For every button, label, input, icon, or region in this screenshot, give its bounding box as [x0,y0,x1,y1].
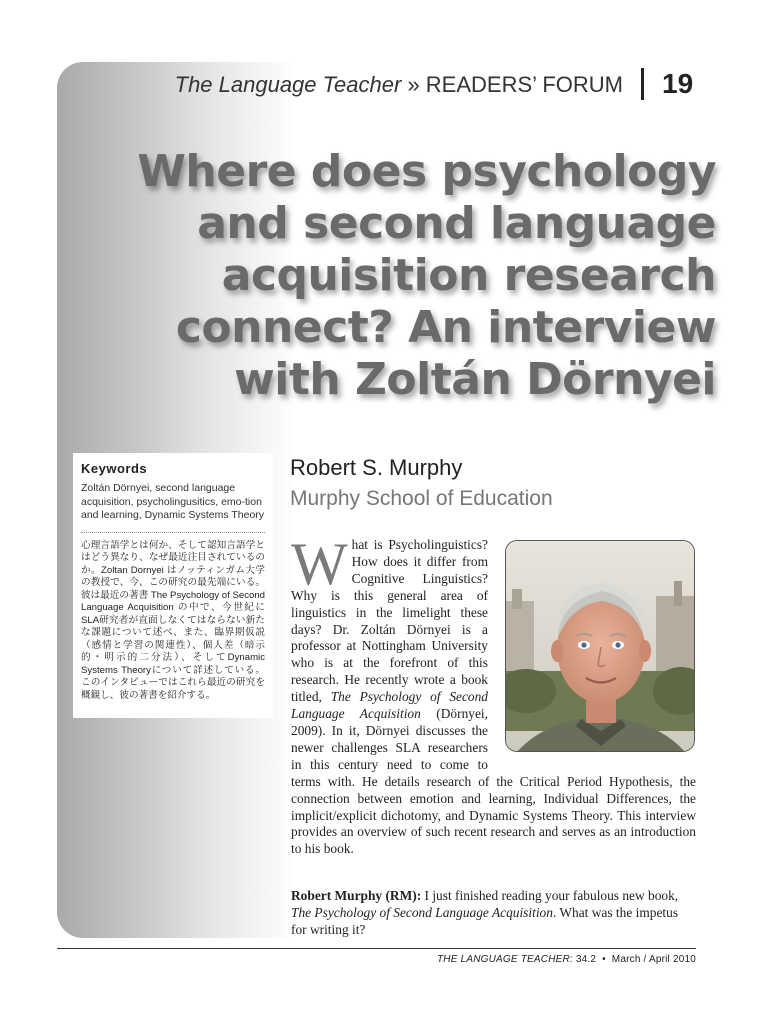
question-text-a: I just finished reading your fabulous new book, [421,888,679,903]
section-name: READERS’ FORUM [425,72,623,97]
book-title: The Psychology of Second Language Acquisition [291,689,489,722]
keywords-divider [81,532,265,533]
header-separator: » [401,72,426,97]
page-number: 19 [662,68,694,99]
author-block [290,455,553,511]
article-title: Where does psychology and second language acquisition research connect? An interview with Zoltán Dörnyei [137,146,716,405]
intro-text-b: (Dörnyei, 2009). In it, Dörnyei discusses the newer challenges SLA researchers in this century need to come to terms with. He details research of the Critical Period Hypothesis, the connection between emotion and learning, Individual Differences, the implicit/explicit dichotomy, and Dynamic Systems Theory. This interview provides an overview of such recent research and serves as an introduction to his book. [291,706,696,857]
footer-date: March / April 2010 [611,954,696,965]
keywords-heading: Keywords [81,461,148,476]
publication-name: The Language Teacher [174,72,402,97]
footer-bullet: • [602,954,606,965]
keywords-list: Zoltán Dörnyei, second language acquisition, psycholingusitics, emo-tion and learning, Dynamic Systems Theory [81,482,265,521]
interview-question [291,887,696,938]
question-book-title: The Psychology of Second Language Acquisition [291,905,553,920]
speaker-label: Robert Murphy (RM): [291,888,422,903]
intro-paragraph [291,531,696,858]
footer-issue: : 34.2 [569,954,597,965]
page-footer [437,954,696,965]
photo-float-spacer [496,537,696,757]
header-divider [641,68,644,100]
author-affiliation: Murphy School of Education [290,487,553,510]
author-name: Robert S. Murphy [290,455,463,480]
keywords-box [73,453,273,718]
running-header [0,68,768,108]
header-publication [175,72,623,98]
intro-text-a: hat is Psycholinguistics? How does it differ from Cognitive Linguistics? Why is this general area of linguistics in the limelight these days? Dr. Zoltán Dörnyei is a professor at Nottingham University who is at the forefront of this research. He recently wrote a book titled, [291,537,488,705]
footer-rule [57,948,696,949]
drop-cap: W [291,531,348,597]
footer-journal: THE LANGUAGE TEACHER [437,954,570,965]
question-text-b: . What was the impetus for writing it? [291,905,679,937]
japanese-abstract: 心理言語学とは何か、そして認知言語学とはどう異なり、なぜ最近注目されているのか。Zoltan Dornyei はノッティンガム大学の教授で、今、この研究の最先端にいる。彼は最近の著書 The Psychology of Second Language Acquisition の中で、今世紀にSLA研究者が直面しなくてはならない新たな課題について述べ、また、臨界期仮説（感情と学習の関連性）、個人差（暗示的・明示的二分法）、そしてDynamic Systems Theoryについて詳述している。このインタビューではこれら最近の研究を概観し、彼の著書を紹介する。 [81,539,265,701]
